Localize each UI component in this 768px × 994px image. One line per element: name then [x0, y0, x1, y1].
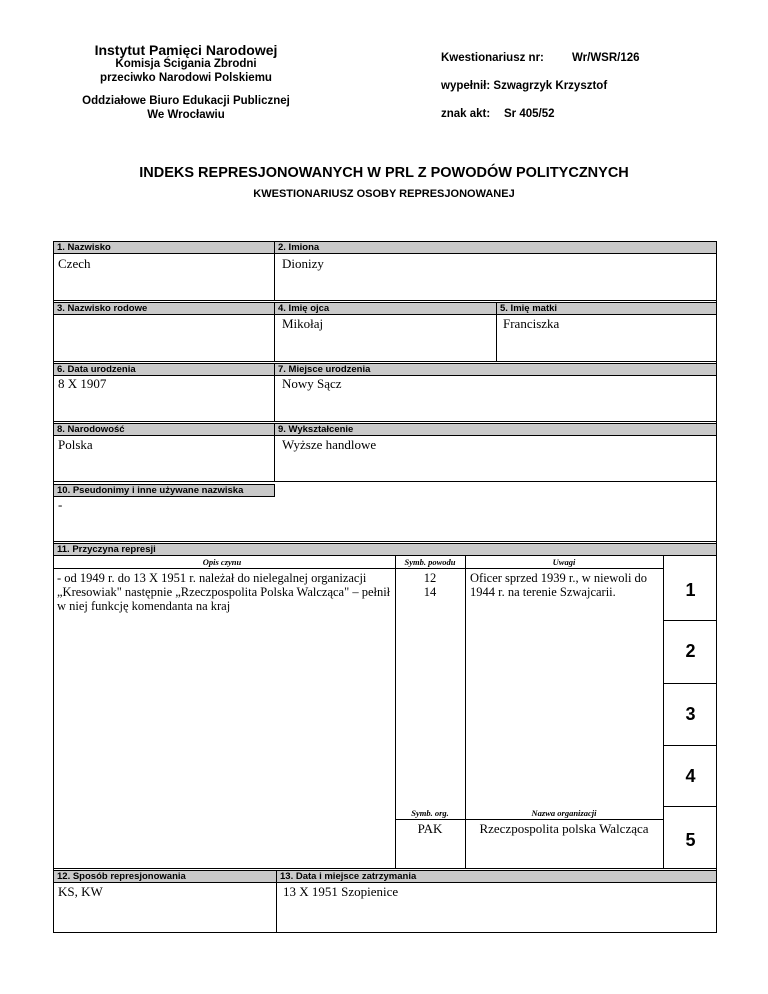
questionnaire-label: Kwestionariusz nr:: [441, 52, 544, 64]
value-mother-name: Franciszka: [503, 316, 560, 331]
value-first-names: Dionizy: [282, 256, 324, 271]
org-symbol: PAK: [417, 821, 443, 836]
reason-symbol-1: 12: [423, 571, 437, 585]
page-subtitle: KWESTIONARIUSZ OSOBY REPRESJONOWANEJ: [253, 188, 515, 200]
value-birth-date: 8 X 1907: [58, 376, 107, 391]
commission-line1: Komisja Ścigania Zbrodni: [115, 58, 257, 70]
page-title: INDEKS REPRESJONOWANYCH W PRL Z POWODÓW POLITYCZNYCH: [139, 165, 629, 181]
section-number-4: 4: [685, 766, 696, 786]
label-family-name: 3. Nazwisko rodowe: [53, 302, 275, 315]
value-education: Wyższe handlowe: [282, 437, 377, 452]
col-org-symbol: Symb. org.: [411, 808, 449, 818]
col-org-name: Nazwa organizacji: [531, 808, 597, 818]
office-line2: We Wrocławiu: [147, 109, 225, 121]
commission-line2: przeciwko Narodowi Polskiemu: [100, 72, 272, 84]
label-nationality: 8. Narodowość: [53, 423, 275, 436]
col-reason-symbol: Symb. powodu: [404, 557, 456, 567]
value-nationality: Polska: [58, 437, 93, 452]
section-number-5: 5: [685, 830, 696, 850]
label-education: 9. Wykształcenie: [274, 423, 717, 436]
value-surname: Czech: [58, 256, 91, 271]
label-arrest: 13. Data i miejsce zatrzymania: [276, 870, 717, 883]
label-mother-name: 5. Imię matki: [496, 302, 717, 315]
col-notes: Uwagi: [552, 557, 576, 567]
value-birth-place: Nowy Sącz: [282, 376, 342, 391]
file-ref-label: znak akt:: [441, 108, 491, 120]
section-number-1: 1: [685, 580, 696, 600]
office-line1: Oddziałowe Biuro Edukacji Publicznej: [82, 95, 290, 107]
repression-notes: Oficer sprzed 1939 r., w niewoli do 1944 r. na terenie Szwajcarii.: [470, 571, 648, 599]
col-act-description: Opis czynu: [202, 557, 242, 567]
institute-name: Instytut Pamięci Narodowej: [94, 42, 278, 58]
value-pseudonyms: -: [58, 497, 63, 512]
label-repression-method: 12. Sposób represjonowania: [53, 870, 277, 883]
label-first-names: 2. Imiona: [274, 241, 717, 254]
label-birth-date: 6. Data urodzenia: [53, 363, 275, 376]
act-description: - od 1949 r. do 13 X 1951 r. należał do nielegalnej organizacji „Kresowiak" następnie „Rzeczpospolita Polska Walcząca" – pełnił w niej funkcję komendanta na kraj: [57, 571, 391, 613]
file-ref-value: Sr 405/52: [504, 108, 555, 120]
label-father-name: 4. Imię ojca: [274, 302, 497, 315]
label-repression-reason: 11. Przyczyna represji: [53, 543, 717, 556]
section-number-3: 3: [685, 704, 696, 724]
label-pseudonyms: 10. Pseudonimy i inne używane nazwiska: [53, 484, 275, 497]
questionnaire-number: Wr/WSR/126: [572, 52, 640, 64]
filled-by: wypełnił: Szwagrzyk Krzysztof: [441, 80, 608, 92]
value-arrest: 13 X 1951 Szopienice: [283, 884, 399, 899]
value-repression-method: KS, KW: [58, 884, 103, 899]
label-birth-place: 7. Miejsce urodzenia: [274, 363, 717, 376]
section-number-2: 2: [685, 641, 696, 661]
org-name: Rzeczpospolita polska Walcząca: [479, 821, 649, 836]
label-surname: 1. Nazwisko: [53, 241, 275, 254]
reason-symbol-2: 14: [423, 585, 437, 599]
value-father-name: Mikołaj: [282, 316, 324, 331]
